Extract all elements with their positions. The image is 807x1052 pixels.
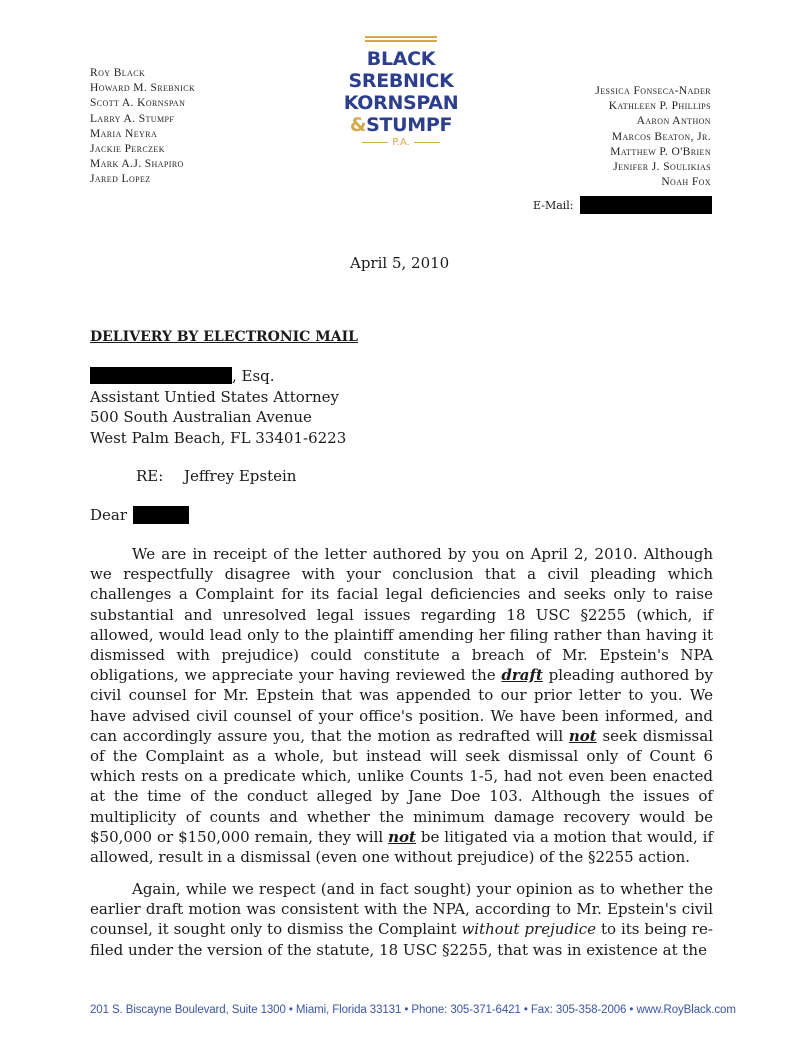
- logo-word: KORNSPAN: [343, 92, 459, 114]
- body-text: Again, while we respect (and in fact sought) your opinion as to whether the earlier draft motion was consistent with the NPA, according to Mr. Epstein's civil counsel, it sought only to dismiss the Complaint: [90, 880, 713, 939]
- address-line: Assistant Untied States Attorney: [90, 387, 339, 406]
- partner-name: Kathleen P. Phillips: [608, 100, 711, 113]
- partner-name: Mark A.J. Shapiro: [90, 158, 184, 171]
- partner-name: Noah Fox: [661, 176, 711, 189]
- address-line: West Palm Beach, FL 33401-6223: [90, 428, 347, 447]
- partner-name: Aaron Anthon: [636, 115, 711, 128]
- logo-rule: [365, 40, 437, 42]
- re-subject: Jeffrey Epstein: [184, 467, 297, 485]
- partners-right-list: [595, 84, 711, 190]
- body-text: seek dismissal of the Complaint as a whole, but instead will seek dismissal only of Count 6 which rests on a predicate which, unlike Counts 1-5, had not even been enacted at the time of the conduct alleged by Jane Doe 103. Although the issues of multiplicity of counts and whether the minimum damage recovery would be $50,000 or $150,000 remain, they will: [90, 726, 713, 846]
- partner-name: Howard M. Srebnick: [90, 82, 196, 95]
- partner-name: Matthew P. O'Brien: [610, 145, 711, 158]
- body-text: to its being re-filed under the version of the statute, 18 USC §2255, that was in existence at the: [90, 920, 713, 959]
- emphasis-not: not: [388, 827, 416, 846]
- partner-name: Marcos Beaton, Jr.: [611, 130, 711, 143]
- redaction-box: [133, 506, 189, 524]
- email-label: E-Mail:: [533, 198, 574, 212]
- logo-word: STUMPF: [366, 114, 453, 136]
- logo-rule: [362, 142, 388, 144]
- body-paragraph-1: [90, 544, 713, 867]
- partner-name: Jessica Fonseca-Nader: [595, 85, 711, 97]
- redaction-box: [90, 367, 232, 384]
- salutation: [90, 506, 189, 524]
- logo-word-last: [336, 114, 466, 136]
- body-paragraph-2: [90, 879, 713, 960]
- recipient-name-line: [90, 366, 346, 387]
- re-line: [136, 467, 296, 485]
- partner-name: Jenifer J. Soulikias: [613, 161, 711, 174]
- emphasis-without-prejudice: without prejudice: [461, 920, 597, 939]
- partner-name: Jackie Perczek: [90, 143, 165, 156]
- logo-rule: [365, 36, 437, 38]
- logo-pa-row: [336, 137, 466, 148]
- logo-rule: [414, 142, 440, 144]
- firm-logo: [336, 36, 466, 148]
- emphasis-draft: draft: [501, 666, 543, 685]
- recipient-address: [90, 366, 346, 448]
- salutation-text: Dear: [90, 506, 128, 524]
- body-text: be litigated via a motion that would, if allowed, result in a dismissal (even one without prejudice) of the §2255 action.: [90, 827, 713, 867]
- emphasis-not: not: [568, 726, 597, 745]
- letter-date: April 5, 2010: [350, 254, 450, 272]
- partner-name: Larry A. Stumpf: [90, 112, 175, 125]
- partner-name: Jared Lopez: [90, 173, 151, 186]
- redaction-box: [580, 196, 712, 214]
- email-row: [533, 196, 712, 214]
- footer-address: 201 S. Biscayne Boulevard, Suite 1300 • Miami, Florida 33131 • Phone: 305-371-6421 • Fax: 305-358-2006 • www.RoyBlack.com: [90, 1004, 736, 1016]
- partner-name: Scott A. Kornspan: [90, 97, 186, 110]
- delivery-heading: DELIVERY BY ELECTRONIC MAIL: [90, 329, 358, 345]
- partner-name: Roy Black: [90, 67, 146, 79]
- address-line: 500 South Australian Avenue: [90, 408, 312, 426]
- logo-word: BLACK: [366, 48, 436, 70]
- re-label: RE:: [136, 467, 164, 485]
- recipient-suffix: , Esq.: [232, 367, 275, 385]
- partner-name: Maria Neyra: [90, 127, 158, 140]
- logo-pa: P.A.: [392, 137, 410, 148]
- logo-ampersand: &: [349, 114, 367, 136]
- body-text: pleading authored by civil counsel for Mr. Epstein that was appended to our prior letter to you. We have advised civil counsel of your office's position. We have been informed, and can accordingly assure you, that the motion as redrafted will: [90, 666, 713, 745]
- body-text: We are in receipt of the letter authored by you on April 2, 2010. Although we respectfully disagree with your conclusion that a civil pleading which challenges a Complaint for its facial legal deficiencies and seeks only to raise substantial and unresolved legal issues regarding 18 USC §2255 (which, if allowed, would lead only to the plaintiff amending her filing rather than having it dismissed with prejudice) could constitute a breach of Mr. Epstein's NPA obligations, we appreciate your having reviewed the: [90, 545, 713, 685]
- logo-word: SREBNICK: [348, 70, 454, 92]
- partners-left-list: [90, 66, 195, 188]
